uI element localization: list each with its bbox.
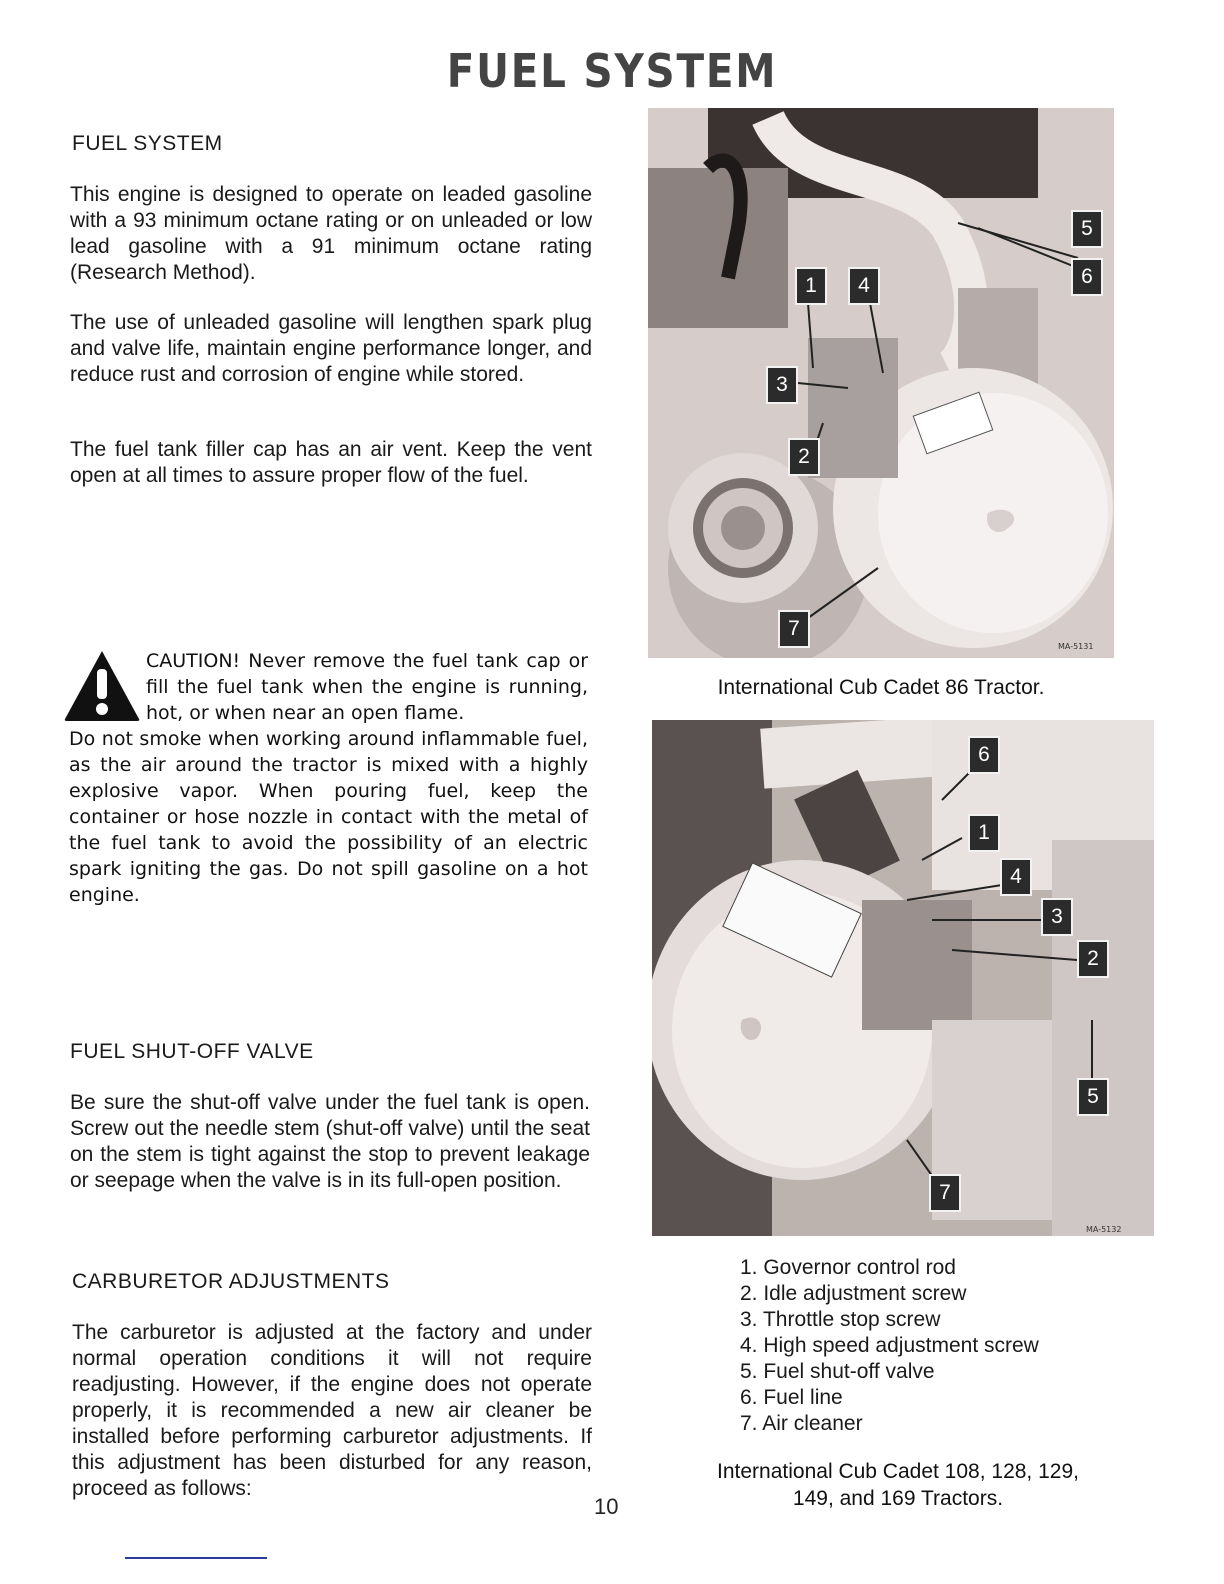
fuel-system-paragraph-2: The use of unleaded gasoline will lengthen spark plug and valve life, maintain engine performance longer, and reduce rust and corrosion of engine while stored. (70, 311, 592, 386)
footer-divider (125, 1557, 267, 1559)
callout-7: 7 (778, 610, 810, 648)
carburetor-heading: CARBURETOR ADJUSTMENTS (72, 1270, 390, 1293)
fuel-system-paragraph-1: This engine is designed to operate on leaded gasoline with a 93 minimum octane rating or on unleaded or low lead gasoline with a 91 minimum octane rating (Research Method). (70, 183, 592, 284)
tractor-86-engine-photo (648, 108, 1114, 658)
callout-1: 1 (795, 267, 827, 305)
caution-text-rest: Do not smoke when working around inflammable fuel, as the air around the tractor is mixed with a highly explosive vapor. When pouring fuel, keep the container or hose nozzle in contact with the metal of the fuel tank to avoid the possibility of an electric spark igniting the gas. Do not spill gasoline on a hot engine. (69, 728, 588, 906)
callout-5: 5 (1071, 210, 1103, 248)
callout-3: 3 (1041, 898, 1073, 936)
tractor-108-169-engine-photo (652, 720, 1154, 1236)
warning-triangle-icon (62, 647, 142, 723)
list-item: 2. Idle adjustment screw (740, 1282, 967, 1305)
fuel-system-paragraph-3: The fuel tank filler cap has an air vent. Keep the vent open at all times to assure proper flow of the fuel. (70, 438, 592, 487)
fuel-system-heading: FUEL SYSTEM (72, 132, 223, 155)
callout-2: 2 (1077, 940, 1109, 978)
figure-ref: MA-5132 (1086, 1225, 1122, 1234)
callout-2: 2 (788, 438, 820, 476)
page-number: 10 (594, 1494, 619, 1519)
list-item: 6. Fuel line (740, 1386, 843, 1409)
parts-legend (740, 1255, 1039, 1437)
list-item: 5. Fuel shut-off valve (740, 1360, 935, 1383)
callout-4: 4 (1000, 858, 1032, 896)
top-figure-caption: International Cub Cadet 86 Tractor. (717, 676, 1045, 699)
callout-5: 5 (1077, 1078, 1109, 1116)
page-title: FUEL SYSTEM (446, 44, 778, 98)
caution-text-first: CAUTION! Never remove the fuel tank cap or fill the fuel tank when the engine is running, hot, or when near an open flame. (146, 650, 588, 724)
list-item: 3. Throttle stop screw (740, 1308, 941, 1331)
shutoff-heading: FUEL SHUT-OFF VALVE (70, 1040, 314, 1063)
callout-4: 4 (848, 267, 880, 305)
callout-7: 7 (929, 1174, 961, 1212)
figure-ref: MA-5131 (1058, 642, 1094, 651)
carburetor-paragraph: The carburetor is adjusted at the factory and under normal operation conditions it will not require readjusting. However, if the engine does not operate properly, it is recommended a new air cleaner be installed before performing carburetor adjustments. If this adjustment has been disturbed for any reason, proceed as follows: (72, 1321, 592, 1500)
shutoff-paragraph: Be sure the shut-off valve under the fuel tank is open. Screw out the needle stem (shut-off valve) until the seat on the stem is tight against the stop to prevent leakage or seepage when the valve is in its full-open position. (70, 1091, 590, 1192)
callout-3: 3 (766, 366, 798, 404)
callout-6: 6 (1071, 258, 1103, 296)
bottom-figure-caption-line2: 149, and 169 Tractors. (792, 1487, 1004, 1510)
list-item: 7. Air cleaner (740, 1412, 863, 1435)
callout-6: 6 (968, 736, 1000, 774)
list-item: 1. Governor control rod (740, 1256, 956, 1279)
bottom-figure-caption-line1: International Cub Cadet 108, 128, 129, (717, 1460, 1079, 1483)
callout-1: 1 (968, 814, 1000, 852)
list-item: 4. High speed adjustment screw (740, 1334, 1039, 1357)
